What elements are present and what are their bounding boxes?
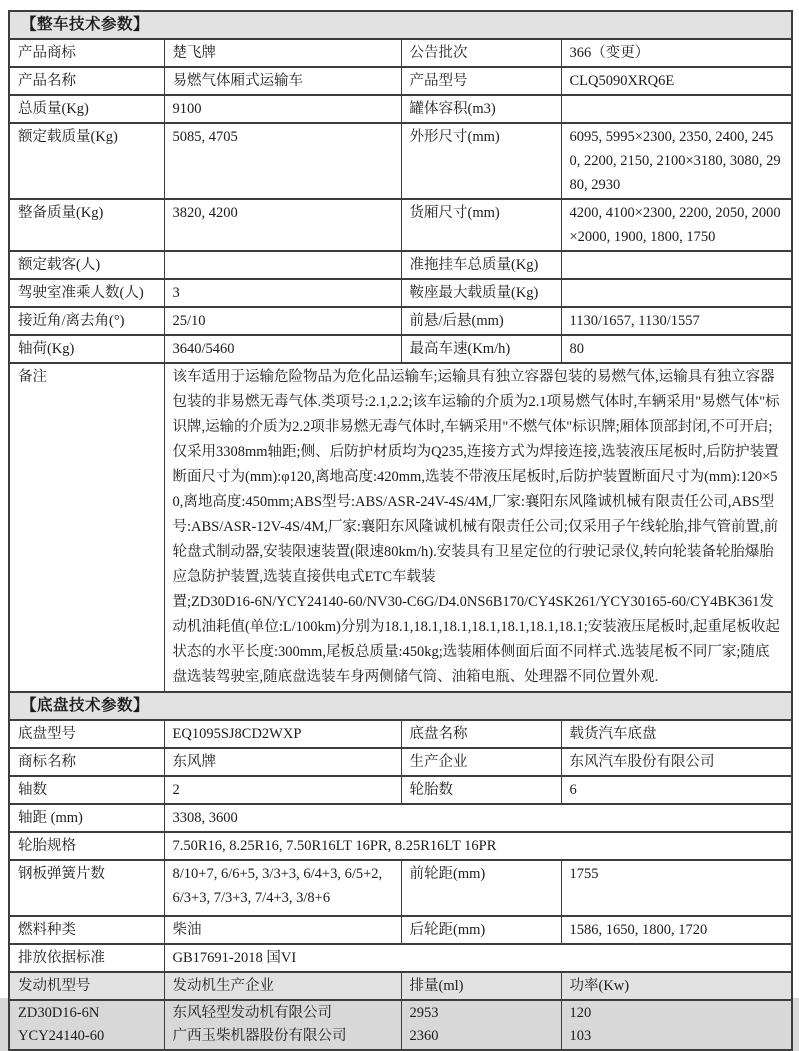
spec-value [561, 95, 792, 123]
spec-label: 额定载客(人) [9, 251, 164, 279]
remark-label: 备注 [9, 363, 164, 692]
spec-label: 准拖挂车总质量(Kg) [401, 251, 561, 279]
spec-label: 轴数 [9, 776, 164, 804]
spec-label: 接近角/离去角(°) [9, 307, 164, 335]
spec-value: EQ1095SJ8CD2WXP [164, 720, 401, 748]
spec-label: 商标名称 [9, 748, 164, 776]
spec-value: 1586, 1650, 1800, 1720 [561, 916, 792, 944]
spec-value: 3308, 3600 [164, 804, 792, 832]
spec-label: 公告批次 [401, 39, 561, 67]
spec-value: 80 [561, 335, 792, 363]
spec-label: 鞍座最大载质量(Kg) [401, 279, 561, 307]
spec-label: 燃料种类 [9, 916, 164, 944]
engine-displacement: 2953 [409, 1005, 439, 1021]
engine-header-model: 发动机型号 [9, 972, 164, 1000]
engine-displacement: 2360 [409, 1028, 439, 1044]
spec-label: 轮胎数 [401, 776, 561, 804]
spec-label: 轴荷(Kg) [9, 335, 164, 363]
engine-displacement-cell [401, 1000, 561, 1050]
spec-label: 额定载质量(Kg) [9, 123, 164, 199]
spec-label: 产品名称 [9, 67, 164, 95]
spec-value: 柴油 [164, 916, 401, 944]
engine-model: ZD30D16-6N [18, 1005, 100, 1021]
spec-value: 载货汽车底盘 [561, 720, 792, 748]
spec-label: 产品商标 [9, 39, 164, 67]
spec-value: 5085, 4705 [164, 123, 401, 199]
section-title-chassis: 【底盘技术参数】 [9, 692, 792, 720]
spec-label: 底盘名称 [401, 720, 561, 748]
spec-value: 东风汽车股份有限公司 [561, 748, 792, 776]
engine-header-displacement: 排量(ml) [401, 972, 561, 1000]
engine-power-cell [561, 1000, 792, 1050]
engine-header-maker: 发动机生产企业 [164, 972, 401, 1000]
spec-label: 钢板弹簧片数 [9, 860, 164, 916]
spec-value: GB17691-2018 国VI [164, 944, 792, 972]
remark-text-part2: 置;ZD30D16-6N/YCY24140-60/NV30-C6G/D4.0NS6B170/CY4SK261/YCY30165-60/CY4BK361发动机油耗值(单位:L/100km)分别为18.1,18.1,18.1,18.1,18.1,18.1,18.1;安装液压尾板时,起重尾板收起状态的水平长度:300mm,尾板总质量:450kg;选装厢体侧面后面不同样式.选装尾板不同厂家;随底盘选装驾驶室,随底盘选装车身两侧储气筒、油箱电瓶、处理器不同位置外观. [172, 594, 780, 685]
spec-value: 3 [164, 279, 401, 307]
spec-value: 6095, 5995×2300, 2350, 2400, 2450, 2200, 2150, 2100×3180, 3080, 2980, 2930 [561, 123, 792, 199]
spec-value: 7.50R16, 8.25R16, 7.50R16LT 16PR, 8.25R16LT 16PR [164, 832, 792, 860]
spec-value: 东风牌 [164, 748, 401, 776]
engine-model-cell [9, 1000, 164, 1050]
spec-label: 轴距 (mm) [9, 804, 164, 832]
spec-label: 产品型号 [401, 67, 561, 95]
spec-label: 整备质量(Kg) [9, 199, 164, 251]
engine-power: 103 [569, 1028, 592, 1044]
spec-label: 罐体容积(m3) [401, 95, 561, 123]
spec-label: 排放依据标准 [9, 944, 164, 972]
spec-value: 366（变更） [561, 39, 792, 67]
spec-label: 底盘型号 [9, 720, 164, 748]
spec-value: 1130/1657, 1130/1557 [561, 307, 792, 335]
spec-value: 6 [561, 776, 792, 804]
spec-label: 生产企业 [401, 748, 561, 776]
spec-value: 4200, 4100×2300, 2200, 2050, 2000×2000, 1900, 1800, 1750 [561, 199, 792, 251]
spec-label: 货厢尺寸(mm) [401, 199, 561, 251]
spec-value [164, 251, 401, 279]
engine-maker: 东风轻型发动机有限公司 [172, 1005, 332, 1021]
spec-value: 3820, 4200 [164, 199, 401, 251]
remark-cell [164, 363, 792, 692]
spec-value [561, 251, 792, 279]
engine-maker-cell [164, 1000, 401, 1050]
spec-table [8, 10, 793, 1051]
spec-value: 3640/5460 [164, 335, 401, 363]
spec-label: 最高车速(Km/h) [401, 335, 561, 363]
spec-label: 后轮距(mm) [401, 916, 561, 944]
engine-maker: 广西玉柴机器股份有限公司 [172, 1028, 347, 1044]
spec-label: 驾驶室准乘人数(人) [9, 279, 164, 307]
spec-label: 外形尺寸(mm) [401, 123, 561, 199]
spec-label: 前悬/后悬(mm) [401, 307, 561, 335]
spec-label: 前轮距(mm) [401, 860, 561, 916]
engine-power: 120 [569, 1005, 592, 1021]
spec-value: 25/10 [164, 307, 401, 335]
spec-label: 总质量(Kg) [9, 95, 164, 123]
spec-value: 易燃气体厢式运输车 [164, 67, 401, 95]
remark-text-part1: 该车适用于运输危险物品为危化品运输车;运输具有独立容器包装的易燃气体,运输具有独立容器包装的非易燃无毒气体.类项号:2.1,2.2;该车运输的介质为2.1项易燃气体时,车辆采用"易燃气体"标识牌,运输的介质为2.2项非易燃无毒气体时,车辆采用"不燃气体"标识牌;厢体顶部封闭,不可开启;仅采用3308mm轴距;侧、后防护材质均为Q235,连接方式为焊接连接,选装液压尾板时,后防护装置断面尺寸为(mm):φ120,离地高度:420mm,选装不带液压尾板时,后防护装置断面尺寸为(mm):120×50,离地高度:450mm;ABS型号:ABS/ASR-24V-4S/4M,厂家:襄阳东风隆诚机械有限责任公司,ABS型号:ABS/ASR-12V-4S/4M,厂家:襄阳东风隆诚机械有限责任公司;仅采用子午线轮胎,排气管前置,前轮盘式制动器,安装限速装置(限速80km/h).安装具有卫星定位的行驶记录仪,转向轮装备轮胎爆胎应急防护装置,选装直接供电式ETC车载装 [172, 369, 780, 585]
spec-value: 1755 [561, 860, 792, 916]
spec-value: 9100 [164, 95, 401, 123]
spec-value: 8/10+7, 6/6+5, 3/3+3, 6/4+3, 6/5+2, 6/3+3, 7/3+3, 7/4+3, 3/8+6 [164, 860, 401, 916]
engine-header-power: 功率(Kw) [561, 972, 792, 1000]
spec-value [561, 279, 792, 307]
spec-value: 楚飞牌 [164, 39, 401, 67]
spec-value: CLQ5090XRQ6E [561, 67, 792, 95]
section-title-vehicle: 【整车技术参数】 [9, 11, 792, 39]
spec-value: 2 [164, 776, 401, 804]
spec-label: 轮胎规格 [9, 832, 164, 860]
engine-model: YCY24140-60 [18, 1028, 105, 1044]
